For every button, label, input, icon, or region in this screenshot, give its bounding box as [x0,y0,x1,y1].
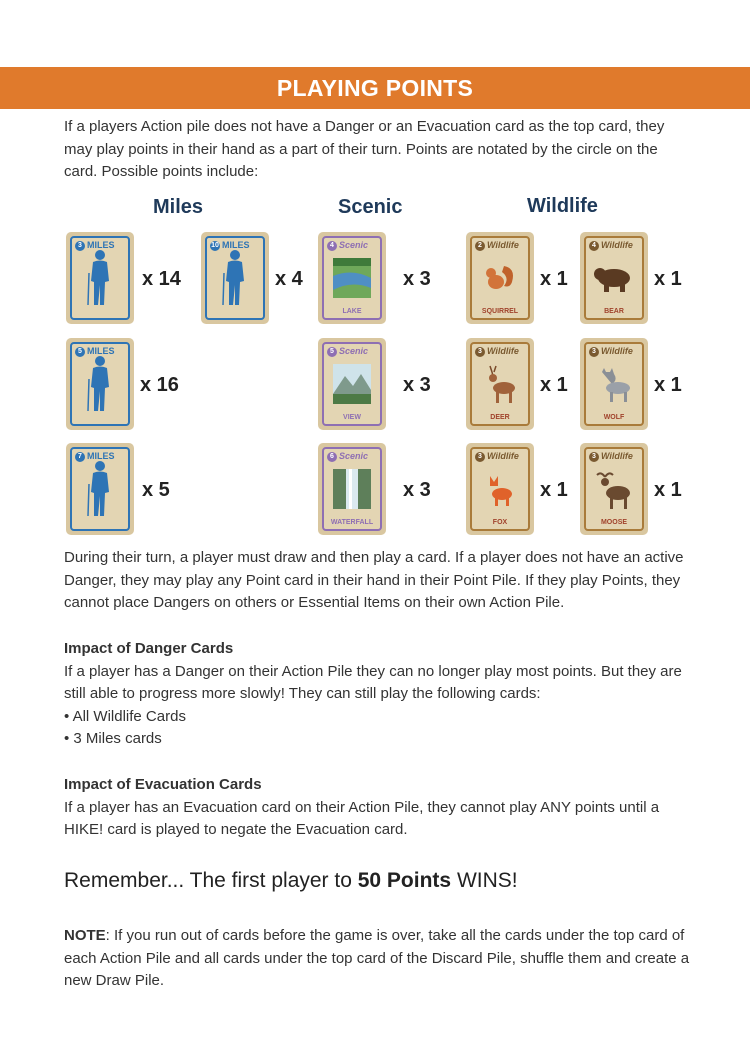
point-badge: 3 [589,452,599,462]
remember-text: Remember... The first player to [64,869,358,892]
card-title: Wildlife [601,240,633,250]
point-badge: 5 [75,347,85,357]
point-badge: 3 [475,347,485,357]
card-count: x 3 [403,479,431,501]
card-count: x 1 [540,479,568,501]
point-badge: 3 [75,241,85,251]
card-name: DEER [490,414,510,421]
lake-image-icon [333,258,371,298]
card-name: VIEW [343,414,361,421]
wildlife-card-wolf [580,338,648,430]
scenic-card-lake [318,232,386,324]
column-heading-miles: Miles [153,196,204,218]
remember-line [64,869,518,893]
card-name: MOOSE [600,519,628,526]
page-title: PLAYING POINTS [276,74,474,101]
danger-section [64,638,694,751]
note-paragraph [64,925,694,993]
card-title: Wildlife [487,451,519,461]
point-badge: 4 [589,241,599,251]
turn-paragraph: During their turn, a player must draw and then play a card. If a player does not have an active Danger, they may play any Point card in their hand in their Point Pile. If they play Points, they cannot place Dangers on others or Essential Items on their own Action Pile. [64,549,684,611]
card-title: Wildlife [487,240,519,250]
wolf-icon [594,366,634,402]
evacuation-text: If a player has an Evacuation card on their Action Pile, they cannot play ANY points until a HIKE! card is played to negate the Evacuation card. [64,798,660,838]
evacuation-section [64,774,694,842]
evacuation-heading: Impact of Evacuation Cards [64,776,262,793]
card-count: x 4 [275,268,303,290]
card-count: x 16 [140,374,179,396]
point-badge: 10 [211,242,219,249]
miles-card-5 [66,338,134,430]
card-title: MILES [87,346,115,356]
scenic-card-waterfall [318,443,386,535]
card-count: x 5 [142,479,170,501]
mountain-view-image-icon [333,364,371,404]
card-name: FOX [492,519,508,526]
miles-card-3 [66,232,134,324]
card-count: x 1 [540,268,568,290]
wildlife-card-fox [466,443,534,535]
wildlife-card-moose [580,443,648,535]
card-name: BEAR [604,308,624,315]
danger-heading: Impact of Danger Cards [64,640,234,657]
card-title: Scenic [339,451,369,461]
card-count: x 1 [654,479,682,501]
card-title: Wildlife [601,346,633,356]
card-count: x 14 [142,268,181,290]
card-title: Wildlife [601,451,633,461]
card-name: WATERFALL [330,519,374,526]
card-title: Scenic [339,346,369,356]
column-heading-scenic: Scenic [338,196,403,218]
point-badge: 5 [327,347,337,357]
card-count: x 3 [403,268,431,290]
waterfall-image-icon [333,469,371,509]
column-heading-wildlife: Wildlife [527,195,598,217]
danger-bullet: • All Wildlife Cards [64,707,186,725]
card-title: Scenic [339,240,369,250]
moose-icon [593,469,635,509]
wildlife-card-bear [580,232,648,324]
wildlife-card-deer [466,338,534,430]
remember-suffix: WINS! [451,869,518,892]
card-count: x 1 [654,268,682,290]
scenic-card-view [318,338,386,430]
point-badge: 4 [327,241,337,251]
fox-icon [482,472,518,506]
card-name: LAKE [342,308,362,315]
point-badge: 6 [327,452,337,462]
card-title: MILES [87,451,115,461]
danger-bullet: • 3 Miles cards [64,730,162,747]
card-count: x 1 [654,374,682,396]
squirrel-icon [482,262,518,294]
card-title: MILES [222,240,250,250]
note-label: NOTE [64,927,106,944]
note-text: : If you run out of cards before the game is over, take all the cards under the top card of each Action Pile and all cards under the top card of the Discard Pile, shuffle them and create a new Draw Pile. [64,927,690,989]
hiker-icon [85,460,115,518]
bear-icon [592,263,636,293]
hiker-icon [220,249,250,307]
miles-card-7 [66,443,134,535]
point-badge: 7 [75,452,85,462]
miles-card-10 [201,232,269,324]
card-name: WOLF [603,414,625,421]
winning-points: 50 Points [357,869,452,892]
point-badge: 2 [475,241,485,251]
title-banner [0,67,750,109]
card-title: MILES [87,240,115,250]
danger-text: If a player has a Danger on their Action Pile they can no longer play most points. But they are still able to progress more slowly! They can still play the following cards: [64,662,682,702]
intro-paragraph: If a players Action pile does not have a Danger or an Evacuation card as the top card, they may play points in their hand as a part of their turn. Points are notated by the circle on the card. Possible points include: [64,118,665,180]
hiker-icon [85,249,115,307]
card-name: SQUIRREL [481,308,519,315]
hiker-icon [85,355,115,413]
wildlife-card-squirrel [466,232,534,324]
point-badge: 3 [589,347,599,357]
point-badge: 3 [475,452,485,462]
card-count: x 1 [540,374,568,396]
card-title: Wildlife [487,346,519,356]
card-count: x 3 [403,374,431,396]
deer-icon [480,364,520,404]
